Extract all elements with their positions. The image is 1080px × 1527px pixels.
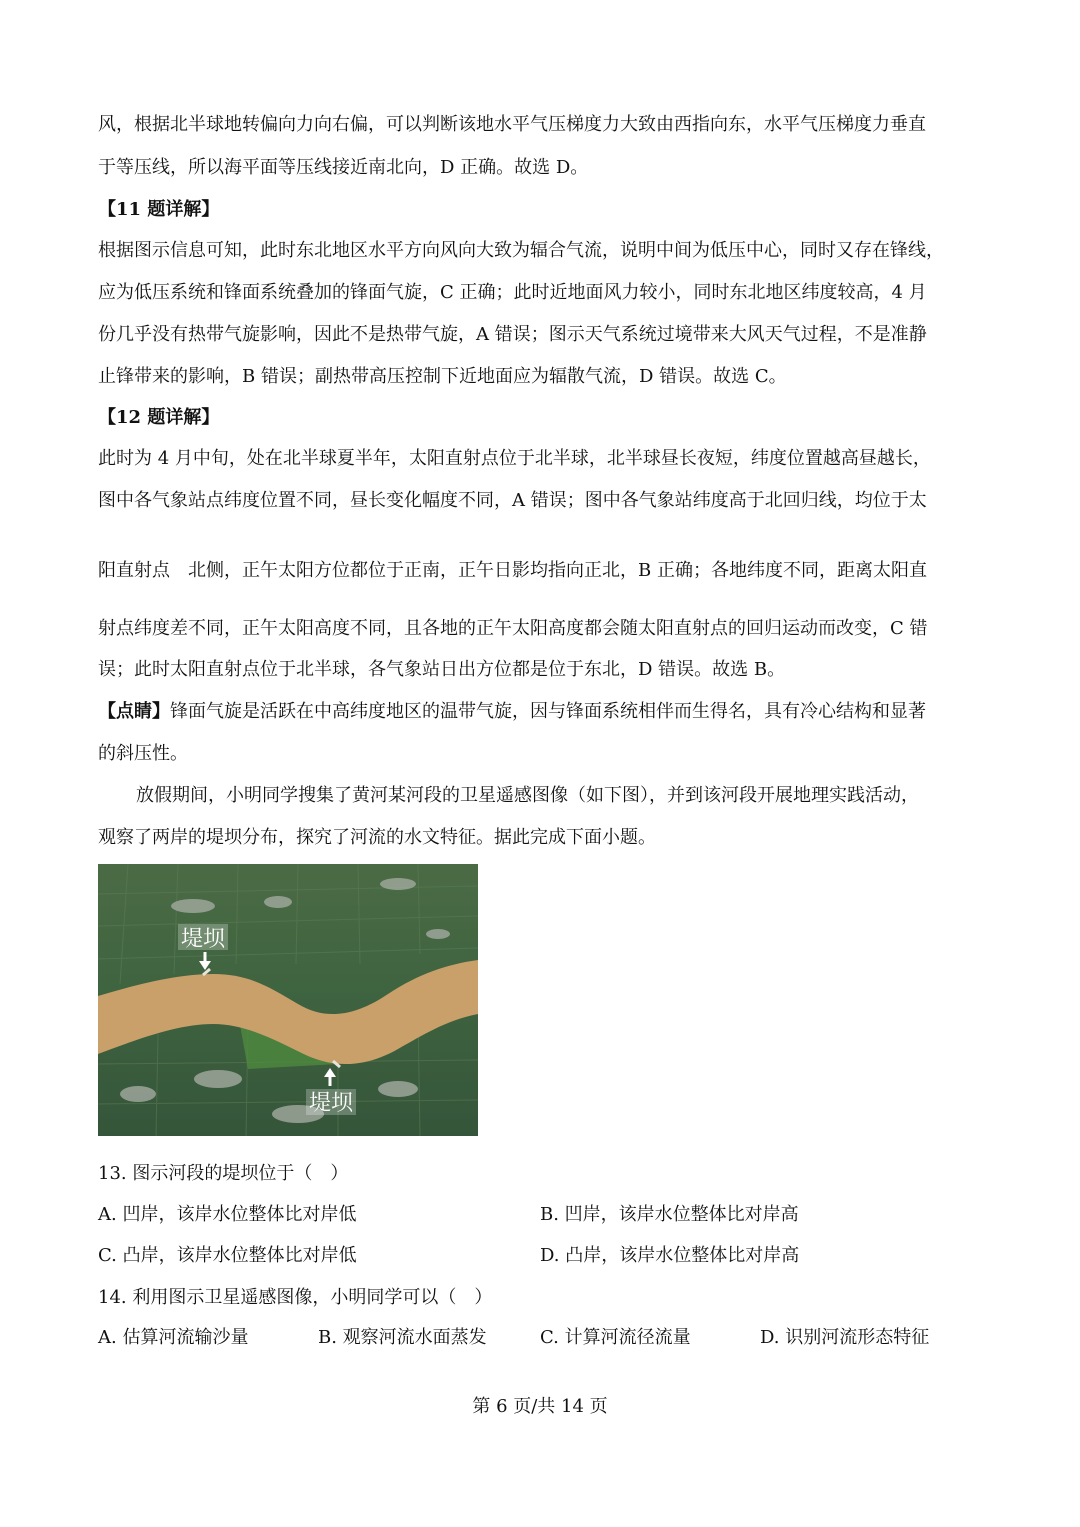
q14-option-c[interactable]: C. 计算河流径流量 xyxy=(540,1327,691,1348)
q13-option-c[interactable]: C. 凸岸，该岸水位整体比对岸低 xyxy=(98,1245,357,1266)
dianjing-line xyxy=(98,699,1010,725)
paragraph-line: 风，根据北半球地转偏向力向右偏，可以判断该地水平气压梯度力大致由西指向东，水平气压梯度力垂直 xyxy=(98,114,926,135)
paragraph-line: 此时为 4 月中旬，处在北半球夏半年，太阳直射点位于北半球，北半球昼长夜短，纬度位置越高昼越长， xyxy=(98,448,931,469)
dam-label-top: 堤坝 xyxy=(180,927,226,952)
paragraph-line: 于等压线，所以海平面等压线接近南北向，D 正确。故选 D。 xyxy=(98,157,589,178)
satellite-image xyxy=(98,864,478,1136)
paragraph-line: 的斜压性。 xyxy=(98,743,188,764)
question-13-stem: 13. 图示河段的堤坝位于（ ） xyxy=(98,1163,349,1184)
question-14-stem: 14. 利用图示卫星遥感图像，小明同学可以（ ） xyxy=(98,1287,493,1308)
material-intro: 放假期间，小明同学搜集了黄河某河段的卫星遥感图像（如下图），并到该河段开展地理实践活动， xyxy=(136,785,919,806)
q14-option-d[interactable]: D. 识别河流形态特征 xyxy=(760,1327,930,1348)
q13-option-a[interactable]: A. 凹岸，该岸水位整体比对岸低 xyxy=(98,1204,357,1225)
dianjing-text: 锋面气旋是活跃在中高纬度地区的温带气旋，因与锋面系统相伴而生得名，具有冷心结构和显著 xyxy=(170,701,926,722)
q13-option-d[interactable]: D. 凸岸，该岸水位整体比对岸高 xyxy=(540,1245,800,1266)
q14-option-a[interactable]: A. 估算河流输沙量 xyxy=(98,1327,249,1348)
page-footer: 第 6 页/共 14 页 xyxy=(472,1396,608,1417)
q13-option-b[interactable]: B. 凹岸，该岸水位整体比对岸高 xyxy=(540,1204,799,1225)
section-heading-12: 【12 题详解】 xyxy=(98,407,220,428)
dam-label-bottom: 堤坝 xyxy=(308,1091,354,1116)
section-heading-11: 【11 题详解】 xyxy=(98,199,220,220)
satellite-image-figure xyxy=(98,864,478,1136)
paragraph-line: 应为低压系统和锋面系统叠加的锋面气旋，C 正确；此时近地面风力较小，同时东北地区纬度较高，4 月 xyxy=(98,282,927,303)
material-intro: 观察了两岸的堤坝分布，探究了河流的水文特征。据此完成下面小题。 xyxy=(98,827,656,848)
paragraph-line: 根据图示信息可知，此时东北地区水平方向风向大致为辐合气流，说明中间为低压中心，同时又存在锋线， xyxy=(98,240,944,261)
paragraph-line: 射点纬度差不同，正午太阳高度不同，且各地的正午太阳高度都会随太阳直射点的回归运动而改变，C 错 xyxy=(98,618,928,639)
paragraph-line: 误；此时太阳直射点位于北半球，各气象站日出方位都是位于东北，D 错误。故选 B。 xyxy=(98,659,786,680)
paragraph-line: 份几乎没有热带气旋影响，因此不是热带气旋，A 错误；图示天气系统过境带来大风天气过程，不是准静 xyxy=(98,324,927,345)
paragraph-line: 止锋带来的影响，B 错误；副热带高压控制下近地面应为辐散气流，D 错误。故选 C。 xyxy=(98,366,787,387)
q14-option-b[interactable]: B. 观察河流水面蒸发 xyxy=(318,1327,487,1348)
dianjing-label: 【点睛】 xyxy=(98,701,170,722)
paragraph-line: 图中各气象站点纬度位置不同，昼长变化幅度不同，A 错误；图中各气象站纬度高于北回归线，均位于太 xyxy=(98,490,927,511)
paragraph-line: 阳直射点 北侧，正午太阳方位都位于正南，正午日影均指向正北，B 正确；各地纬度不同，距离太阳直 xyxy=(98,560,927,581)
